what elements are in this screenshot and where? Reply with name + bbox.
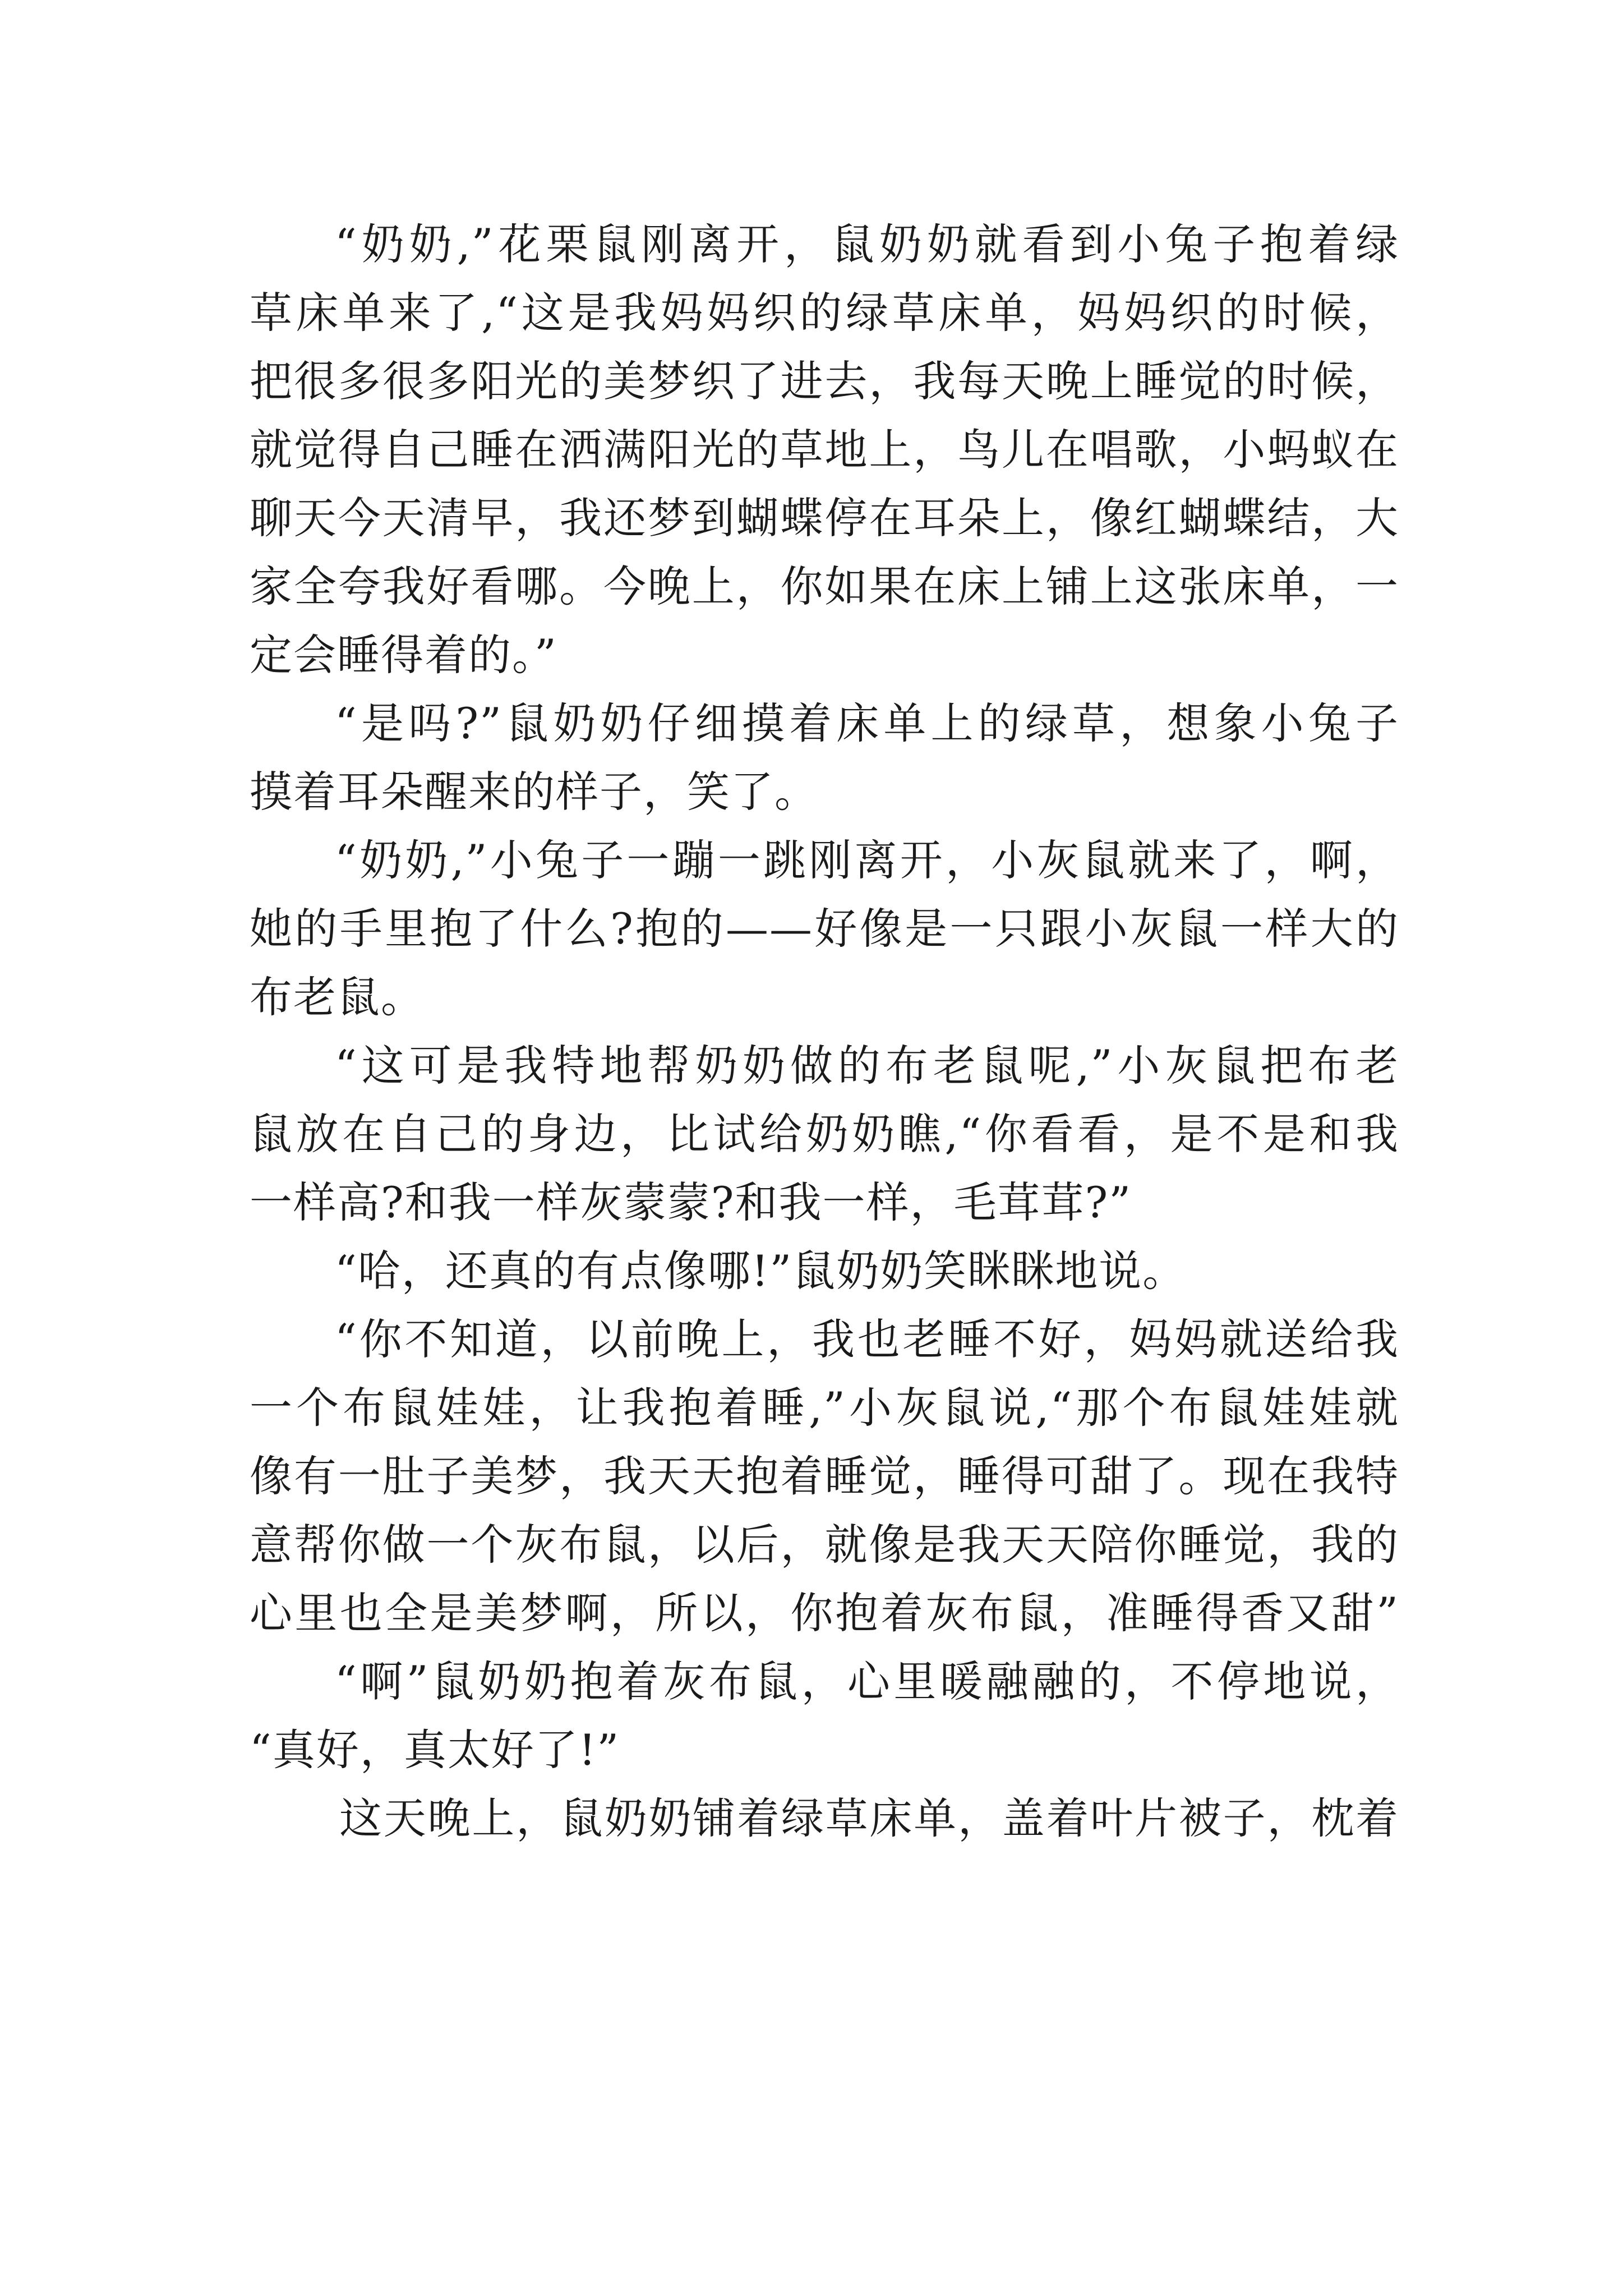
- text-line: “这可是我特地帮奶奶做的布老鼠呢,”小灰鼠把布老: [335, 1041, 1399, 1091]
- text-line: 她的手里抱了什么?抱的——好像是一只跟小灰鼠一样大的: [250, 904, 1399, 954]
- text-line: “奶奶,”小兔子一蹦一跳刚离开，小灰鼠就来了，啊，: [335, 835, 1399, 885]
- text-line: 鼠放在自己的身边，比试给奶奶瞧,“你看看，是不是和我: [250, 1109, 1399, 1159]
- text-line: “是吗?”鼠奶奶仔细摸着床单上的绿草，想象小兔子: [335, 698, 1399, 748]
- text-line: 把很多很多阳光的美梦织了进去，我每天晚上睡觉的时候，: [250, 356, 1399, 406]
- text-line: 摸着耳朵醒来的样子，笑了。: [250, 767, 818, 817]
- text-line: 一个布鼠娃娃，让我抱着睡,”小灰鼠说,“那个布鼠娃娃就: [250, 1383, 1399, 1433]
- story-text: [250, 210, 1399, 1853]
- text-line: “奶奶,”花栗鼠刚离开，鼠奶奶就看到小兔子抱着绿: [335, 219, 1399, 269]
- text-line: 心里也全是美梦啊，所以，你抱着灰布鼠，准睡得香又甜”: [250, 1588, 1399, 1638]
- text-line: 就觉得自己睡在洒满阳光的草地上，鸟儿在唱歌，小蚂蚁在: [250, 425, 1399, 475]
- text-line: 一样高?和我一样灰蒙蒙?和我一样，毛茸茸?”: [250, 1177, 1132, 1227]
- text-line: 定会睡得着的。”: [250, 630, 557, 680]
- text-line: 这天晚上，鼠奶奶铺着绿草床单，盖着叶片被子，枕着: [339, 1793, 1399, 1843]
- text-line: “真好，真太好了!”: [250, 1725, 620, 1775]
- text-line: 意帮你做一个灰布鼠，以后，就像是我天天陪你睡觉，我的: [250, 1520, 1399, 1570]
- text-line: 像有一肚子美梦，我天天抱着睡觉，睡得可甜了。现在我特: [250, 1451, 1399, 1501]
- text-line: “哈，还真的有点像哪!”鼠奶奶笑眯眯地说。: [335, 1246, 1187, 1296]
- text-line: 布老鼠。: [250, 972, 425, 1022]
- text-line: “啊”鼠奶奶抱着灰布鼠，心里暖融融的，不停地说，: [335, 1657, 1399, 1706]
- text-line: 家全夸我好看哪。今晚上，你如果在床上铺上这张床单，一: [250, 562, 1399, 611]
- text-line: “你不知道，以前晚上，我也老睡不好，妈妈就送给我: [335, 1314, 1399, 1364]
- text-line: 聊天今天清早，我还梦到蝴蝶停在耳朵上，像红蝴蝶结，大: [250, 493, 1399, 543]
- text-line: 草床单来了,“这是我妈妈织的绿草床单，妈妈织的时候，: [250, 288, 1399, 338]
